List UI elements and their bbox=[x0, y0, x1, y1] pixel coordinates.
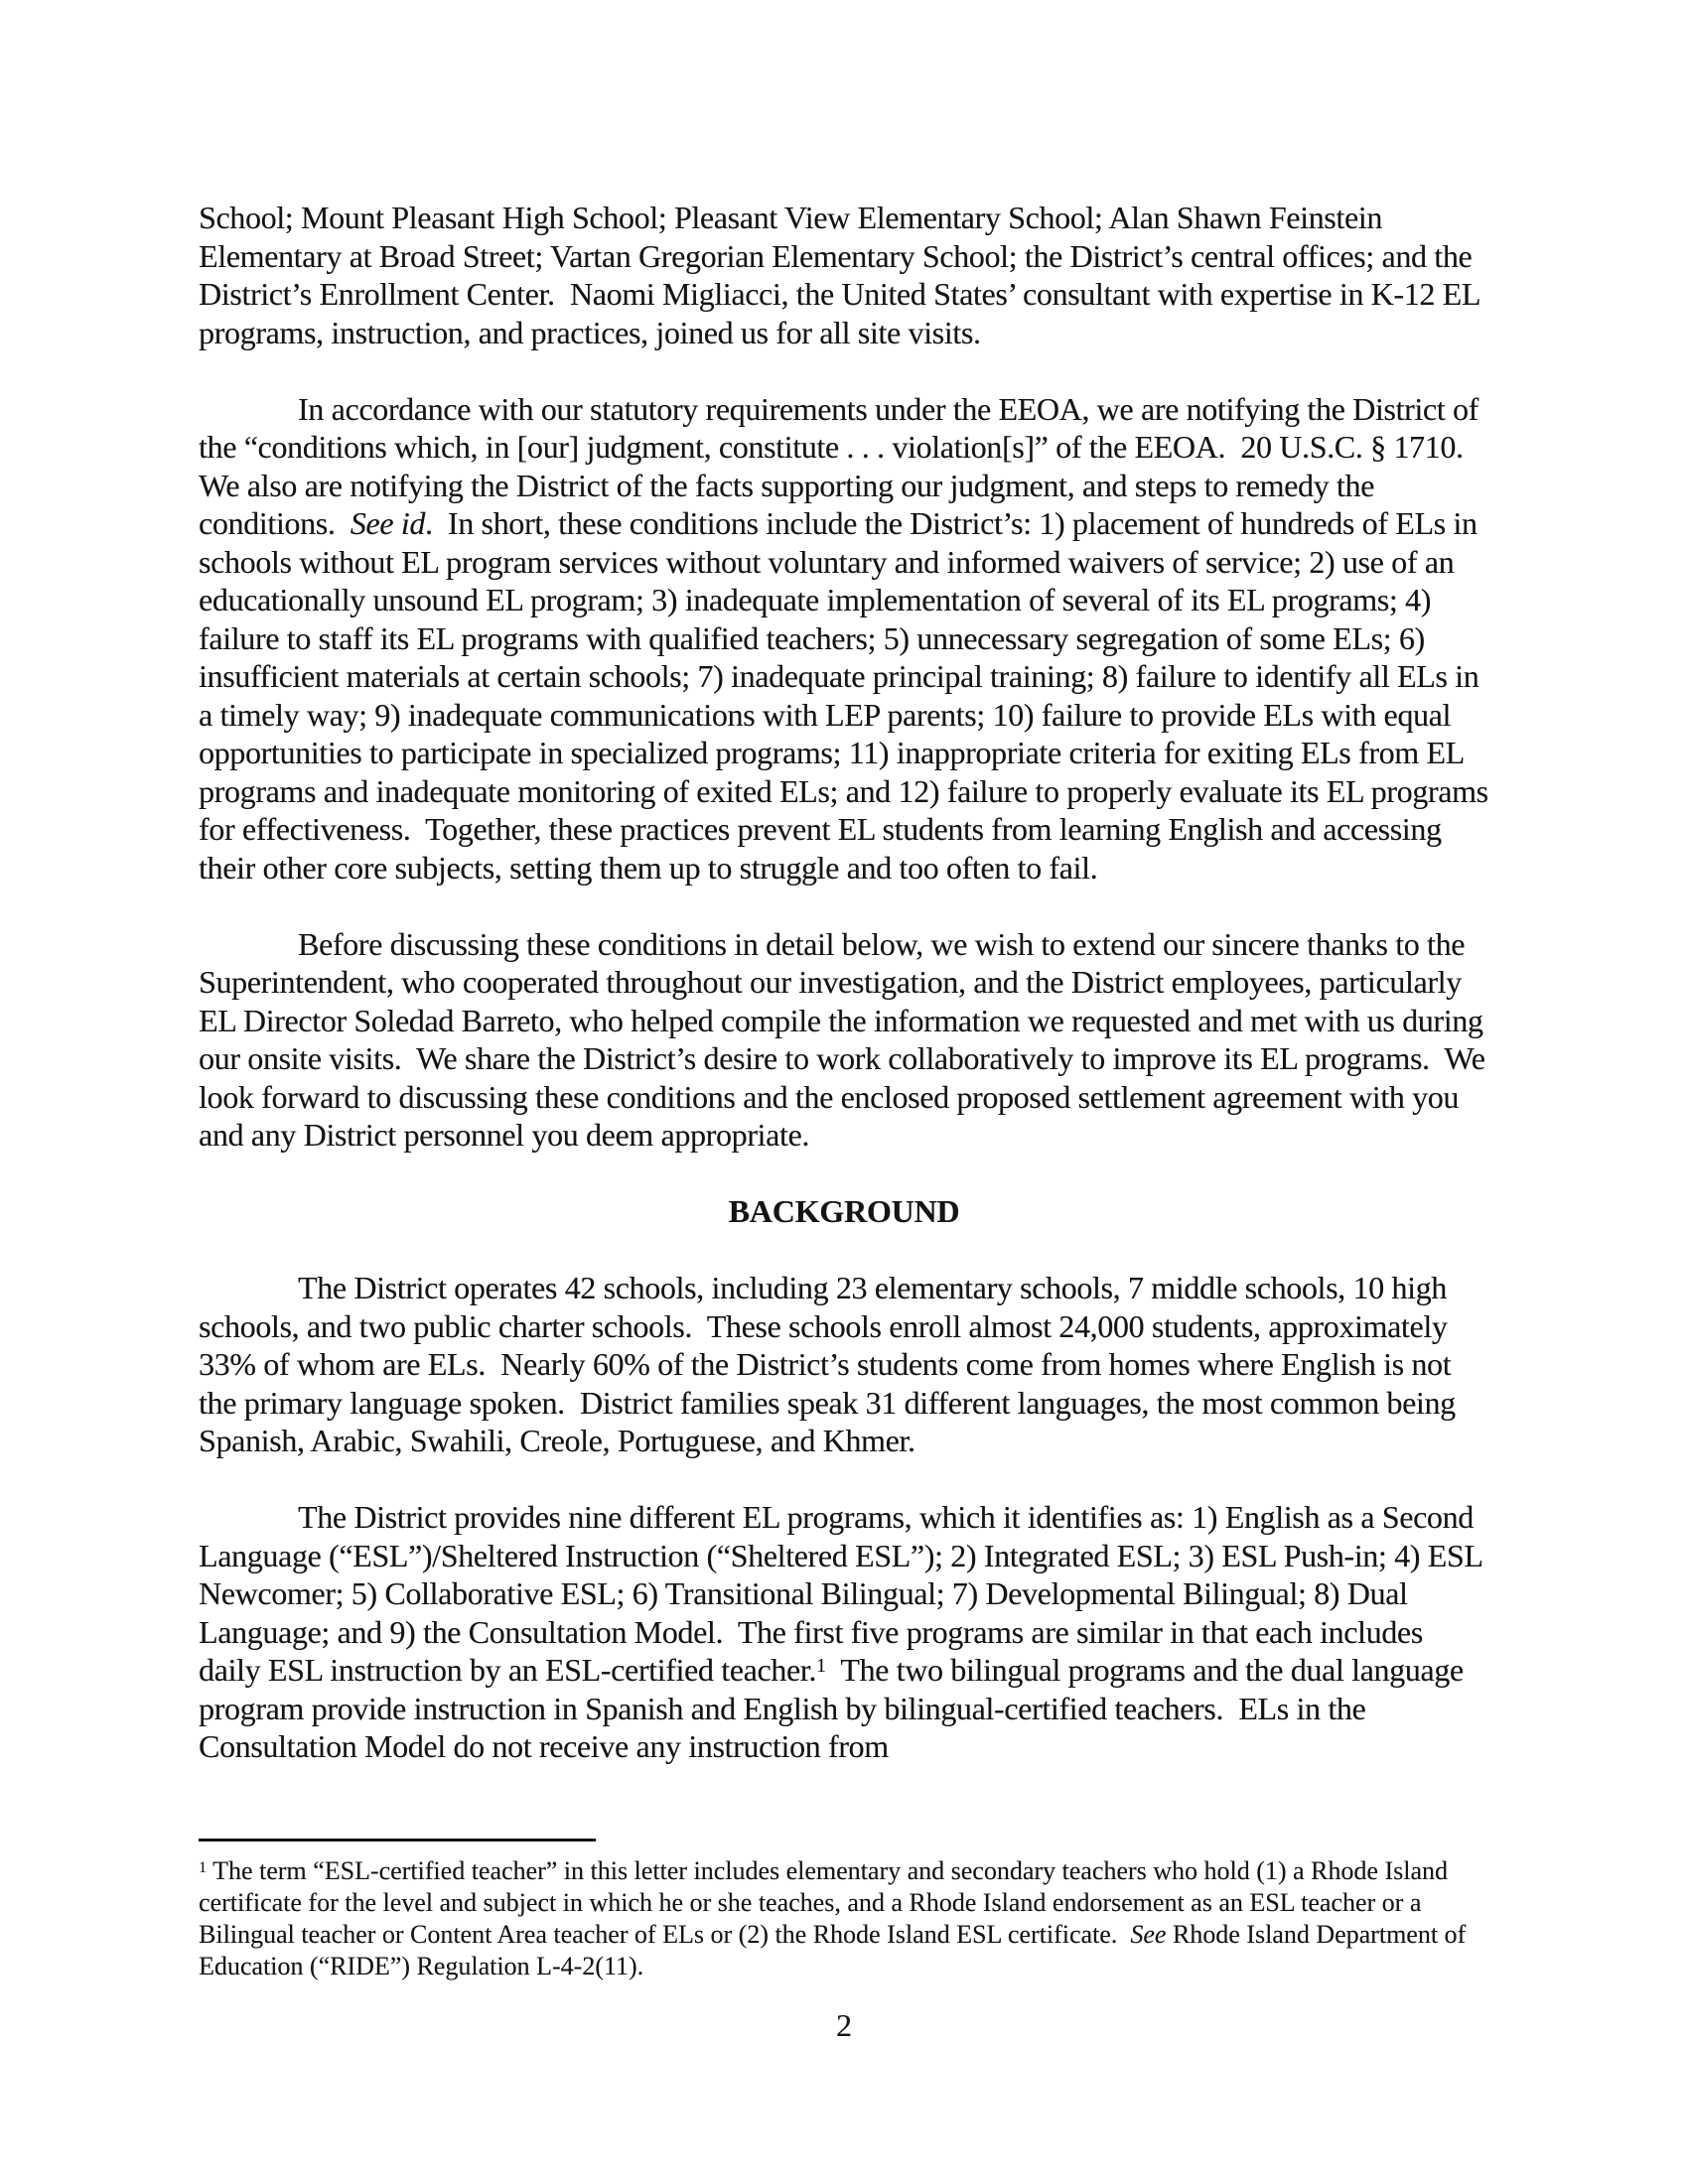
text-run: The two bilingual programs and the dual language program provide instruction in Spanish and English by bilingual-certified teachers. ELs in the Consultation Model do not receive any instruction from bbox=[199, 1652, 1472, 1764]
footnote-reference-1: 1 bbox=[816, 1655, 826, 1678]
footnote-area bbox=[199, 1839, 1489, 1982]
footnote-1 bbox=[199, 1855, 1489, 1982]
text-run: . In short, these conditions include the District’s: 1) placement of hundreds of ELs in schools without EL program services without voluntary and informed waivers of service; 2) use of an educationally unsound EL program; 3) inadequate implementation of several of its EL programs; 4) failure to staff its EL programs with qualified teachers; 5) unnecessary segregation of some ELs; 6) insufficient materials at certain schools; 7) inadequate principal training; 8) failure to identify all ELs in a timely way; 9) inadequate communications with LEP parents; 10) failure to provide ELs with equal opportunities to participate in specialized programs; 11) inappropriate criteria for exiting ELs from EL programs and inadequate monitoring of exited ELs; and 12) failure to properly evaluate its EL programs for effectiveness. Together, these practices prevent EL students from learning English and accessing their other core subjects, setting them up to struggle and too often to fail. bbox=[199, 505, 1496, 886]
footnote-marker-1: 1 bbox=[199, 1858, 208, 1876]
paragraph-el-programs bbox=[199, 1498, 1489, 1766]
paragraph-thanks: Before discussing these conditions in detail below, we wish to extend our sincere thanks to the Superintendent, who cooperated throughout our investigation, and the District employees, particularly EL Director Soledad Barreto, who helped compile the information we requested and met with us during our onsite visits. We share the District’s desire to work collaboratively to improve its EL programs. We look forward to discussing these conditions and the enclosed proposed settlement agreement with you and any District personnel you deem appropriate. bbox=[199, 925, 1493, 1153]
letter-body bbox=[199, 199, 1496, 1804]
page-number: 2 bbox=[836, 2007, 852, 2043]
paragraph-eeoa-notice bbox=[199, 390, 1496, 887]
footnote-separator-line bbox=[199, 1839, 596, 1842]
text-run: The term “ESL-certified teacher” in this letter includes elementary and secondary teachers who hold (1) a Rhode Island certificate for the level and subject in which he or she teaches, and a Rhode Island endorsement as an ESL teacher or a Bilingual teacher or Content Area teacher of ELs or (2) the Rhode Island ESL certificate. bbox=[199, 1856, 1455, 1949]
citation-see: See bbox=[1130, 1920, 1167, 1949]
background-heading: BACKGROUND bbox=[728, 1193, 960, 1229]
paragraph-district-overview: The District operates 42 schools, including 23 elementary schools, 7 middle schools, 10 high schools, and two public charter schools. These schools enroll almost 24,000 students, approximately 33% of whom are ELs. Nearly 60% of the District’s students come from homes where English is not the primary language spoken. District families speak 31 different languages, the most common being Spanish, Arabic, Swahili, Creole, Portuguese, and Khmer. bbox=[199, 1270, 1464, 1458]
paragraph-site-visits: School; Mount Pleasant High School; Pleasant View Elementary School; Alan Shawn Feinstein Elementary at Broad Street; Vartan Gregorian Elementary School; the District’s central offices; and the District’s Enrollment Center. Naomi Migliacci, the United States’ consultant with expertise in K-12 EL programs, instruction, and practices, joined us for all site visits. bbox=[199, 200, 1487, 350]
text-run: The District provides nine different EL programs, which it identifies as: 1) English as a Second Language (“ESL”)/Sheltered Instruction (“Sheltered ESL”); 2) Integrated ESL; 3) ESL Push-in; 4) ESL Newcomer; 5) Collaborative ESL; 6) Transitional Bilingual; 7) Developmental Bilingual; 8) Dual Language; and 9) the Consultation Model. The first five programs are similar in that each includes daily ESL instruction by an ESL-certified teacher. bbox=[199, 1499, 1490, 1688]
text-run: Rhode Island Department of Education (“RIDE”) Regulation L-4-2(11). bbox=[199, 1920, 1473, 1980]
text-run: In accordance with our statutory requirements under the EEOA, we are notifying the District of the “conditions which, in [our] judgment, constitute . . . violation[s]” of the EEOA. 20 U.S.C. § 1710. We also are notifying the District of the facts supporting our judgment, and steps to remedy the conditions. bbox=[199, 390, 1486, 541]
citation-see-id: See id bbox=[350, 505, 425, 541]
